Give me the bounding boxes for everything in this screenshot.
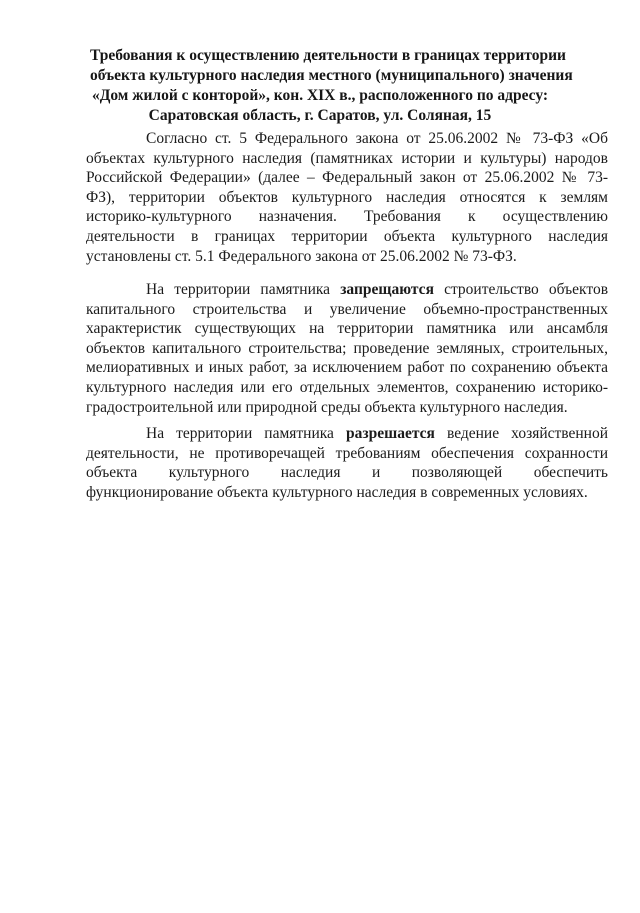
document-title [90,46,573,126]
paragraph-continuation: строительство объектов [444,281,609,298]
paragraph-prohibitions [86,280,609,417]
paragraph-line: мелиоративных и иных работ, за исключением работ по сохранению объекта [86,359,608,377]
paragraph-line: установлены ст. 5.1 Федерального закона от 25.06.2002 № 73-ФЗ. [86,247,517,265]
title-line: Саратовская область, г. Саратов, ул. Соляная, 15 [148,107,492,124]
paragraph-continuation: ведение хозяйственной [446,425,609,442]
paragraph-line: культурного наследия или его отдельных элементов, сохранению историко- [86,378,608,396]
paragraph-line: объектов капитального строительства; проведение земляных, строительных, [86,339,608,357]
paragraph-intro: На территории памятника [146,425,334,442]
paragraph-line: деятельности в границах территории объекта культурного наследия [86,227,608,245]
permitted-keyword: разрешается [346,425,435,442]
paragraph-intro: На территории памятника [146,281,331,298]
paragraph-line: градостроительной или природной среды объекта культурного наследия. [86,398,568,416]
paragraph-line: деятельности, не противоречащей требованиям обеспечения сохранности [86,444,608,462]
paragraph-first-line [116,280,608,300]
paragraph-line: функционирование объекта культурного наследия в современных условиях. [86,483,588,501]
paragraph-first-line [116,424,608,444]
paragraph-line: капитального строительства и увеличение объемно-пространственных [86,300,608,318]
paragraph-line: ФЗ), территории объектов культурного наследия относятся к землям [86,188,608,206]
paragraph-line: историко-культурного назначения. Требования к осуществлению [86,208,608,226]
paragraph-permissions [86,424,609,502]
paragraph-line: объекта культурного наследия и позволяющей обеспечить [86,464,608,482]
title-line: Требования к осуществлению деятельности в границах территории [90,47,566,64]
paragraph-line: объектах культурного наследия (памятниках истории и культуры) народов [86,149,608,167]
paragraph-legal-basis [86,129,608,266]
paragraph-line: Согласно ст. 5 Федерального закона от 25.06.2002 № 73-ФЗ «Об [146,130,608,147]
paragraph-line: характеристик существующих на территории памятника или ансамбля [86,320,608,338]
prohibited-keyword: запрещаются [340,281,434,298]
title-line: «Дом жилой с конторой», кон. XIX в., расположенного по адресу: [91,87,549,104]
paragraph-line: Российской Федерации» (далее – Федеральный закон от 25.06.2002 № 73- [86,169,608,187]
title-line: объекта культурного наследия местного (муниципального) значения [90,67,573,84]
